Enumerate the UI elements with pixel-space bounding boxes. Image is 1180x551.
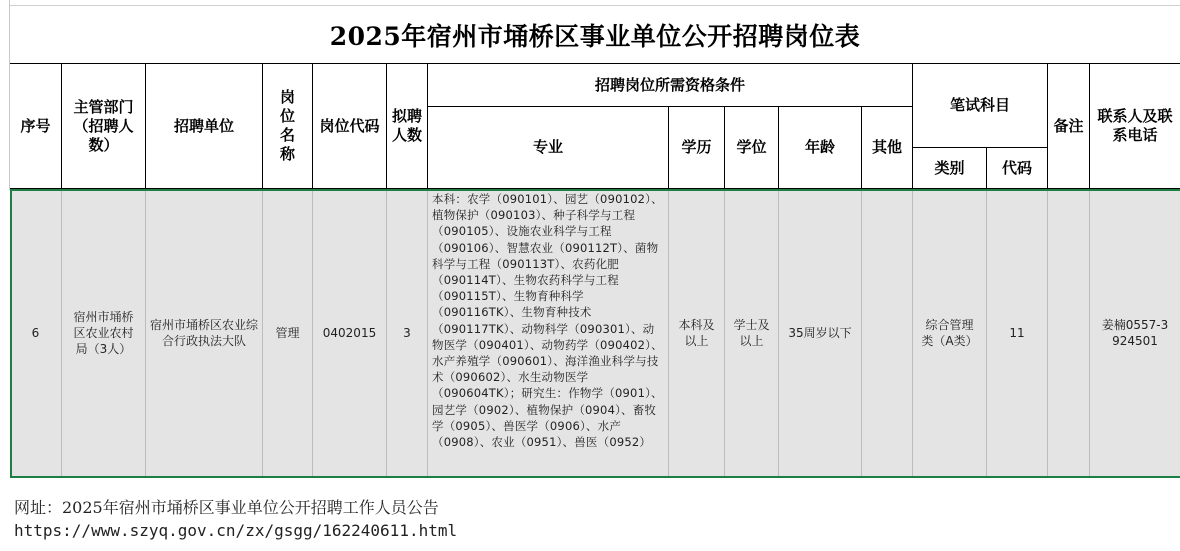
header-major[interactable]: 专业 bbox=[428, 107, 669, 189]
header-remarks[interactable]: 备注 bbox=[1048, 64, 1090, 189]
cell-hire-count[interactable]: 3 bbox=[387, 189, 428, 477]
header-position-name[interactable]: 岗位名称 bbox=[263, 64, 313, 189]
header-exam-category[interactable]: 类别 bbox=[913, 148, 987, 189]
cell-remarks[interactable] bbox=[1048, 189, 1090, 477]
header-age[interactable]: 年龄 bbox=[779, 107, 862, 189]
cell-exam-code[interactable]: 11 bbox=[987, 189, 1048, 477]
header-index[interactable]: 序号 bbox=[10, 64, 62, 189]
header-department[interactable]: 主管部门（招聘人数） bbox=[62, 64, 146, 189]
cell-other[interactable] bbox=[862, 189, 913, 477]
cell-index[interactable]: 6 bbox=[10, 189, 62, 477]
header-other[interactable]: 其他 bbox=[862, 107, 913, 189]
cell-age[interactable]: 35周岁以下 bbox=[779, 189, 862, 477]
header-qualifications[interactable]: 招聘岗位所需资格条件 bbox=[428, 64, 913, 107]
cell-unit[interactable]: 宿州市埇桥区农业综合行政执法大队 bbox=[146, 189, 263, 477]
header-unit[interactable]: 招聘单位 bbox=[146, 64, 263, 189]
cell-position-code[interactable]: 0402015 bbox=[313, 189, 387, 477]
cell-degree[interactable]: 学士及以上 bbox=[725, 189, 779, 477]
header-contact[interactable]: 联系人及联系电话 bbox=[1090, 64, 1180, 189]
header-position-code[interactable]: 岗位代码 bbox=[313, 64, 387, 189]
footer-url-link[interactable]: https://www.szyq.gov.cn/zx/gsgg/162240611.html bbox=[14, 521, 458, 540]
header-education[interactable]: 学历 bbox=[669, 107, 725, 189]
header-exam-code[interactable]: 代码 bbox=[987, 148, 1048, 189]
cell-major[interactable]: 本科：农学（090101）、园艺（090102）、植物保护（090103）、种子科学与工程（090105）、设施农业科学与工程（090106）、智慧农业（090112T）、菌物科学与工程（090113T）、农药化肥（090114T）、生物农药科学与工程（090115T）、生物育种科学（090116TK）、生物育种技术（090117TK）、动物科学（090301）、动物医学（090401）、动物药学（090402）、水产养殖学（090601）、海洋渔业科学与技术（090602）、水生动物医学（090604TK）；研究生：作物学（0901）、园艺学（0902）、植物保护（0904）、畜牧学（0905）、兽医学（0906）、水产（0908）、农业（0951）、兽医（0952） bbox=[428, 189, 669, 477]
cell-education[interactable]: 本科及以上 bbox=[669, 189, 725, 477]
header-exam[interactable]: 笔试科目 bbox=[913, 64, 1048, 148]
footer-url-label: 网址：2025年宿州市埇桥区事业单位公开招聘工作人员公告 bbox=[14, 498, 439, 517]
table-title[interactable]: 2025年宿州市埇桥区事业单位公开招聘岗位表 bbox=[10, 6, 1180, 64]
cell-contact[interactable]: 姜楠0557-3924501 bbox=[1101, 318, 1169, 348]
cell-position-name[interactable]: 管理 bbox=[263, 189, 313, 477]
cell-exam-category[interactable]: 综合管理类（A类） bbox=[913, 189, 987, 477]
cell-department[interactable]: 宿州市埇桥区农业农村局（3人） bbox=[62, 189, 146, 477]
header-hire-count[interactable]: 拟聘人数 bbox=[387, 64, 428, 189]
header-degree[interactable]: 学位 bbox=[725, 107, 779, 189]
